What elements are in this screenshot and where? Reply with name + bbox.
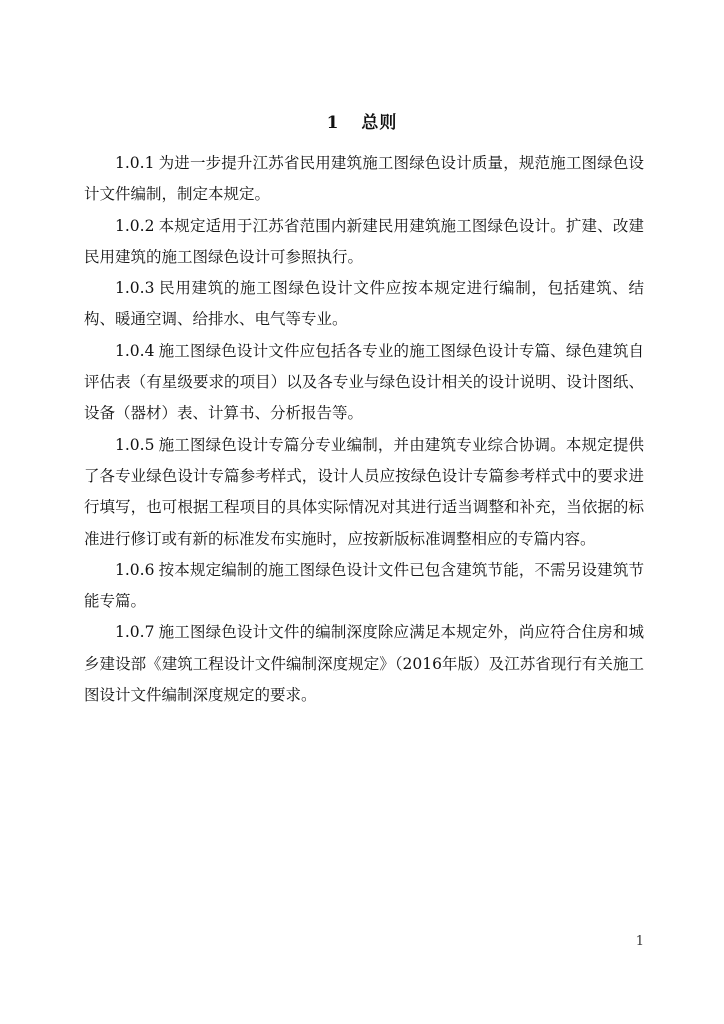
chapter-title: 总则 — [361, 113, 398, 133]
clauses-body — [84, 148, 644, 711]
clause-number: 1.0.1 — [115, 154, 155, 172]
clause-number: 1.0.2 — [115, 216, 155, 235]
clause-1-0-7 — [84, 617, 644, 711]
clause-1-0-6 — [84, 555, 644, 618]
clause-1-0-4 — [84, 336, 644, 430]
clause-number: 1.0.5 — [115, 435, 155, 454]
page-number: 1 — [635, 934, 644, 949]
clause-text: 施工图绿色设计文件的编制深度除应满足本规定外，尚应符合住房和城乡建设部《建筑工程设计文件编制深度规定》（2016年版）及江苏省现行有关施工图设计文件编制深度规定的要求。 — [84, 623, 644, 705]
clause-1-0-1 — [84, 148, 644, 211]
clause-text: 本规定适用于江苏省范围内新建民用建筑施工图绿色设计。扩建、改建民用建筑的施工图绿色设计可参照执行。 — [84, 216, 644, 266]
clause-number: 1.0.7 — [115, 623, 155, 642]
clause-number: 1.0.4 — [115, 341, 155, 360]
clause-1-0-3 — [84, 273, 644, 336]
clause-1-0-2 — [84, 211, 644, 274]
clause-number: 1.0.6 — [115, 560, 155, 579]
clause-text: 为进一步提升江苏省民用建筑施工图绿色设计质量，规范施工图绿色设计文件编制，制定本规定。 — [84, 154, 644, 204]
clause-text: 施工图绿色设计文件应包括各专业的施工图绿色设计专篇、绿色建筑自评估表（有星级要求的项目）以及各专业与绿色设计相关的设计说明、设计图纸、设备（器材）表、计算书、分析报告等。 — [84, 341, 644, 423]
chapter-heading — [0, 108, 724, 133]
clause-number: 1.0.3 — [115, 279, 155, 298]
chapter-number: 1 — [326, 113, 340, 133]
clause-text: 民用建筑的施工图绿色设计文件应按本规定进行编制，包括建筑、结构、暖通空调、给排水、电气等专业。 — [84, 279, 644, 329]
clause-text: 施工图绿色设计专篇分专业编制，并由建筑专业综合协调。本规定提供了各专业绿色设计专篇参考样式，设计人员应按绿色设计专篇参考样式中的要求进行填写，也可根据工程项目的具体实际情况对其进行适当调整和补充，当依据的标准进行修订或有新的标准发布实施时，应按新版标准调整相应的专篇内容。 — [84, 435, 644, 548]
clause-1-0-5 — [84, 430, 644, 555]
clause-text: 按本规定编制的施工图绿色设计文件已包含建筑节能，不需另设建筑节能专篇。 — [84, 560, 644, 611]
